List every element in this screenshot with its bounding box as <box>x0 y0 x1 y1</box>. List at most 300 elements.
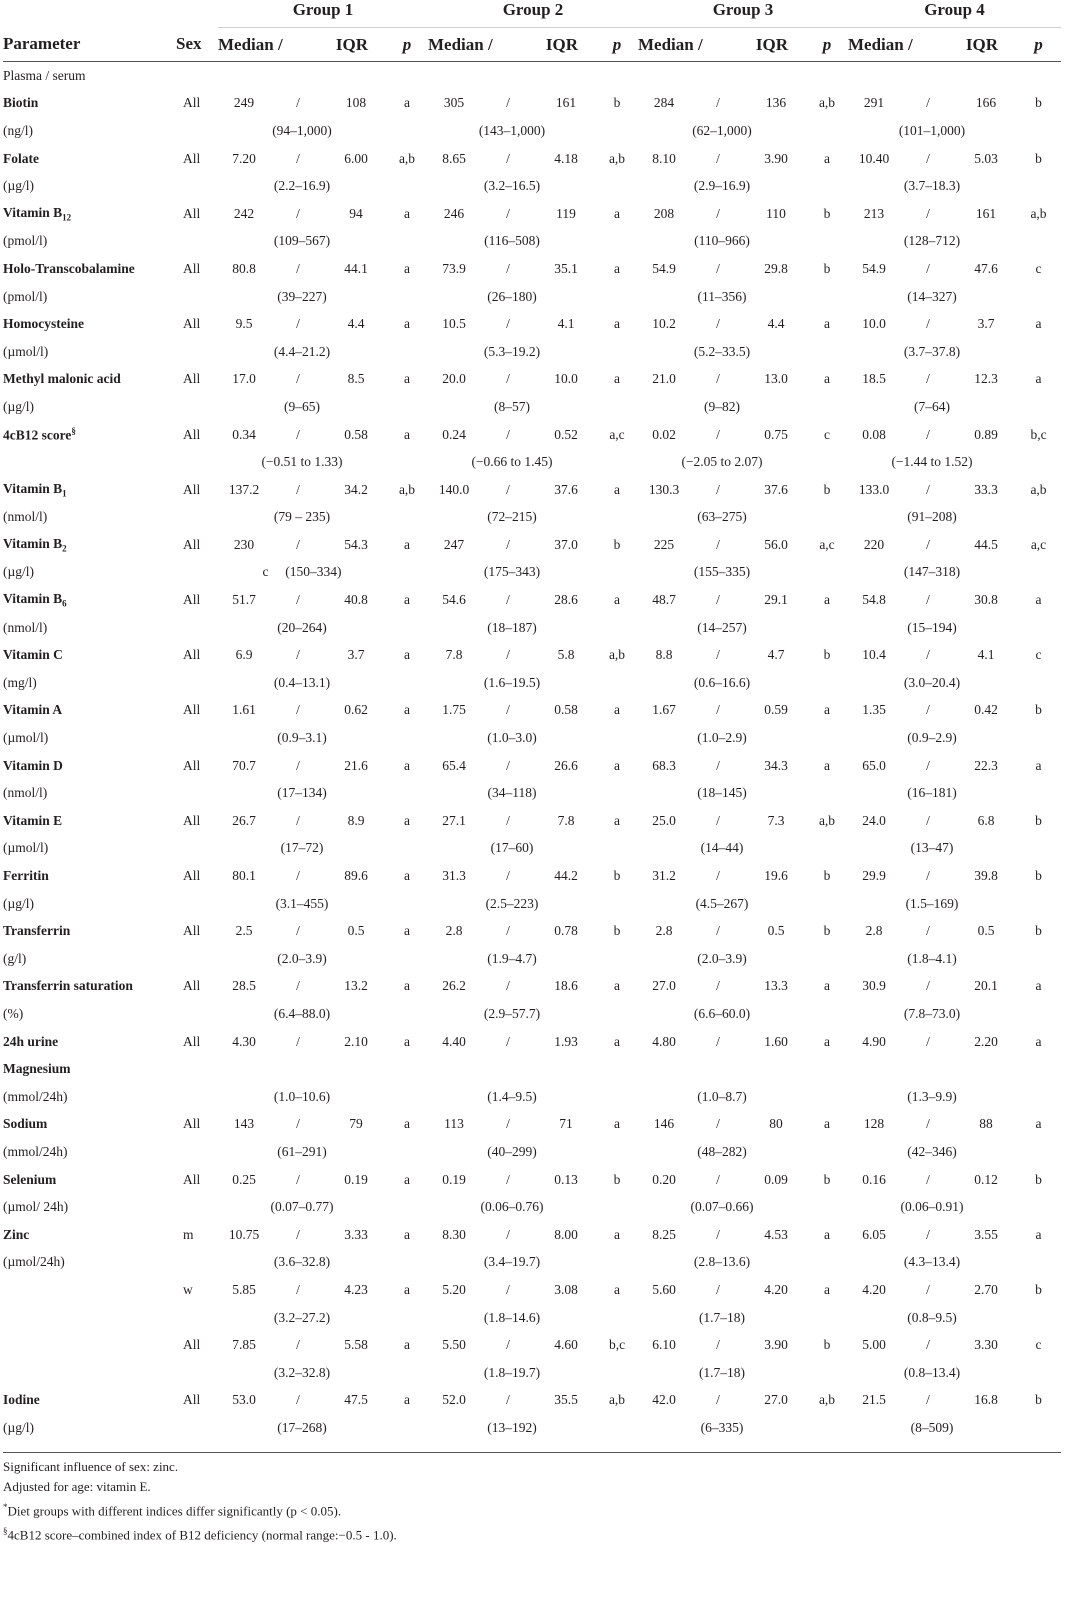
median-iqr-cell <box>428 697 596 725</box>
parameter-name <box>3 1387 176 1415</box>
parameter-name <box>3 862 176 890</box>
median-iqr-cell <box>218 586 386 614</box>
empty-cell <box>1016 228 1061 256</box>
slash-separator: / <box>506 757 510 773</box>
slash-separator: / <box>296 647 300 663</box>
empty-cell <box>806 945 848 973</box>
slash-separator: / <box>926 978 930 994</box>
median-value: 4.20 <box>862 1281 886 1297</box>
median-iqr-values <box>638 1282 806 1298</box>
median-value: 18.5 <box>862 371 886 387</box>
sex-cell: m <box>183 1226 194 1242</box>
p-value: b <box>1035 923 1042 939</box>
empty-cell <box>806 283 848 311</box>
empty-cell <box>176 228 218 256</box>
table-row <box>3 145 1061 173</box>
range-value: (14–44) <box>700 840 744 856</box>
median-value: 9.5 <box>235 316 253 332</box>
table-body <box>3 62 1061 1453</box>
table-row-range <box>3 1193 1061 1221</box>
median-iqr-cell <box>428 752 596 780</box>
median-value: 8.30 <box>442 1226 466 1242</box>
p-value: a,b <box>608 150 626 166</box>
iqr-value: 44.1 <box>344 260 368 276</box>
empty-cell <box>1016 945 1061 973</box>
sex-cell: All <box>183 371 201 387</box>
table-row <box>3 586 1061 614</box>
range-value: (0.9–3.1) <box>277 730 327 746</box>
range-value: (3.2–16.5) <box>483 178 541 194</box>
median-value: 21.5 <box>862 1392 886 1408</box>
median-iqr-values <box>218 813 386 829</box>
p-value: a,b <box>1030 481 1047 497</box>
sex-cell: All <box>183 1116 201 1132</box>
p-value: a <box>614 978 620 994</box>
median-value: 73.9 <box>442 260 466 276</box>
median-iqr-values <box>638 371 806 387</box>
median-value: 7.8 <box>445 647 463 663</box>
iqr-value: 3.08 <box>554 1281 578 1297</box>
median-iqr-cell <box>848 1387 1016 1415</box>
iqr-value: 33.3 <box>974 481 998 497</box>
sex-cell: All <box>183 481 201 497</box>
iqr-value: 0.09 <box>764 1171 788 1187</box>
table-row <box>3 1221 1061 1249</box>
parameter-label: Selenium <box>3 1171 57 1187</box>
range-value: (2.0–3.9) <box>697 950 747 966</box>
empty-cell <box>806 1000 848 1028</box>
iqr-value: 7.3 <box>767 812 785 828</box>
parameter-label: Transferrin <box>3 923 71 939</box>
slash-separator: / <box>926 1281 930 1297</box>
median-iqr-values <box>638 1337 806 1353</box>
median-iqr-cell <box>638 531 806 559</box>
median-iqr-cell <box>428 255 596 283</box>
median-iqr-cell <box>848 145 1016 173</box>
slash-separator: / <box>506 1392 510 1408</box>
sex-cell: All <box>183 812 201 828</box>
median-iqr-cell <box>638 255 806 283</box>
iqr-value: 79 <box>349 1116 363 1132</box>
slash-separator: / <box>926 592 930 608</box>
median-iqr-values <box>428 813 596 829</box>
median-iqr-values <box>428 371 596 387</box>
iqr-value: 26.6 <box>554 757 578 773</box>
median-value: 27.1 <box>442 812 466 828</box>
unit-label: (µmol/24h) <box>3 1254 65 1270</box>
median-iqr-values <box>848 1337 1016 1353</box>
table-row-range <box>3 283 1061 311</box>
median-value: 143 <box>233 1116 255 1132</box>
median-value: 24.0 <box>862 812 886 828</box>
empty-cell <box>386 1359 428 1387</box>
iqr-value: 21.6 <box>344 757 368 773</box>
median-iqr-cell <box>848 1166 1016 1194</box>
p-value: a <box>404 978 410 994</box>
range-value: (0.6–16.6) <box>693 674 751 690</box>
p-value: b,c <box>608 1337 626 1353</box>
p-value: a <box>404 316 410 332</box>
median-iqr-values <box>848 371 1016 387</box>
slash-separator: / <box>926 316 930 332</box>
median-value: 5.20 <box>442 1281 466 1297</box>
median-iqr-cell <box>428 1028 596 1056</box>
median-iqr-values <box>848 206 1016 222</box>
empty-cell <box>176 724 218 752</box>
iqr-value: 29.8 <box>764 260 788 276</box>
range-value: (17–72) <box>280 840 324 856</box>
median-iqr-cell <box>428 641 596 669</box>
slash-separator: / <box>506 1171 510 1187</box>
table-bottom-rule <box>3 1442 1061 1453</box>
median-value: 4.40 <box>442 1033 466 1049</box>
range-value: (3.7–18.3) <box>903 178 961 194</box>
median-iqr-values <box>848 1116 1016 1132</box>
median-iqr-cell <box>218 697 386 725</box>
iqr-value: 4.4 <box>767 316 785 332</box>
median-value: 28.5 <box>232 978 256 994</box>
empty-cell <box>386 228 428 256</box>
empty-cell <box>1016 448 1061 476</box>
median-iqr-header <box>638 28 806 62</box>
median-value: 291 <box>863 95 885 111</box>
iqr-value: 3.90 <box>764 1337 788 1353</box>
table-row <box>3 310 1061 338</box>
range-value: (3.0–20.4) <box>903 674 961 690</box>
parameter-name <box>3 310 176 338</box>
median-iqr-cell <box>218 90 386 118</box>
range-value: (79 – 235) <box>273 509 331 525</box>
median-value: 0.02 <box>652 426 676 442</box>
parameter-label: Ferritin <box>3 868 49 884</box>
p-value: a,b <box>818 812 836 828</box>
median-value: 54.9 <box>652 260 676 276</box>
table-row-range <box>3 945 1061 973</box>
median-iqr-values <box>848 261 1016 277</box>
median-iqr-values <box>218 868 386 884</box>
p-value: a <box>824 1033 830 1049</box>
slash-separator: / <box>716 978 720 994</box>
table-row-range <box>3 504 1061 532</box>
sex-cell: All <box>183 757 201 773</box>
range-value: (4.5–267) <box>695 895 749 911</box>
iqr-value: 119 <box>556 205 576 221</box>
range-value: (0.06–0.91) <box>900 1199 964 1215</box>
range-value: (−1.44 to 1.52) <box>891 454 973 470</box>
median-value: 247 <box>443 536 465 552</box>
unit-label: (%) <box>3 1005 24 1021</box>
table-row <box>3 917 1061 945</box>
iqr-value: 13.2 <box>344 978 368 994</box>
median-iqr-cell <box>638 90 806 118</box>
slash-separator: / <box>296 923 300 939</box>
slash-separator: / <box>926 812 930 828</box>
p-value: b <box>823 923 831 939</box>
range-value: (48–282) <box>697 1143 747 1159</box>
unit-label: (mmol/24h) <box>3 1143 68 1159</box>
range-value: (0.8–13.4) <box>903 1364 961 1380</box>
slash-separator: / <box>716 260 720 276</box>
iqr-header: IQR <box>335 34 368 54</box>
slash-separator: / <box>716 702 720 718</box>
range-value: (13–47) <box>910 840 954 856</box>
iqr-value: 28.6 <box>554 592 578 608</box>
iqr-value: 44.2 <box>554 868 578 884</box>
median-iqr-cell <box>848 531 1016 559</box>
median-iqr-cell <box>428 586 596 614</box>
parameter-name <box>3 421 176 449</box>
range-value: (1.8–19.7) <box>483 1364 541 1380</box>
p-value: a <box>614 592 620 608</box>
empty-cell <box>806 559 848 587</box>
median-value: 20.0 <box>442 371 466 387</box>
median-iqr-values <box>428 482 596 498</box>
median-iqr-values <box>218 151 386 167</box>
iqr-value: 4.53 <box>764 1226 788 1242</box>
median-value: 10.40 <box>858 150 890 166</box>
group-4-heading: Group 4 <box>848 0 1061 28</box>
parameter-label: Vitamin E <box>3 812 63 828</box>
median-iqr-cell <box>218 1221 386 1249</box>
range-value: (39–227) <box>277 288 327 304</box>
median-iqr-values <box>848 868 1016 884</box>
empty-cell <box>176 835 218 863</box>
unit-label: (nmol/l) <box>3 619 48 635</box>
iqr-value: 0.78 <box>554 923 578 939</box>
iqr-value: 3.30 <box>974 1337 998 1353</box>
p-value: a,b <box>608 1392 626 1408</box>
median-iqr-cell <box>218 476 386 504</box>
p-value: c <box>824 426 830 442</box>
median-iqr-values <box>218 1337 386 1353</box>
range-value: (9–82) <box>704 398 740 414</box>
median-iqr-cell <box>848 310 1016 338</box>
iqr-value: 37.6 <box>764 481 788 497</box>
slash-separator: / <box>506 1033 510 1049</box>
p-value: a <box>404 1171 410 1187</box>
p-value: a <box>614 1116 620 1132</box>
median-iqr-values <box>428 151 596 167</box>
empty-cell <box>176 945 218 973</box>
range-value: c (150–334) <box>262 564 342 580</box>
table-row-range <box>3 1000 1061 1028</box>
range-value: (2.8–13.6) <box>693 1254 751 1270</box>
range-value: (3.4–19.7) <box>483 1254 541 1270</box>
median-header: Median / <box>428 34 493 54</box>
range-value: (15–194) <box>907 619 957 635</box>
empty-cell <box>386 172 428 200</box>
p-value: b <box>823 647 831 663</box>
table-row-range <box>3 117 1061 145</box>
p-value: b <box>613 95 621 111</box>
group-header-row <box>3 0 1061 28</box>
slash-separator: / <box>506 426 510 442</box>
unit-label: (nmol/l) <box>3 785 48 801</box>
median-iqr-values <box>428 261 596 277</box>
median-value: 1.75 <box>442 702 466 718</box>
p-value: a <box>614 205 620 221</box>
iqr-value: 94 <box>349 205 363 221</box>
median-iqr-cell <box>218 1387 386 1415</box>
median-iqr-cell <box>848 807 1016 835</box>
iqr-value: 0.58 <box>344 426 368 442</box>
empty-cell <box>596 1304 638 1332</box>
parameter-label: Iodine <box>3 1392 40 1408</box>
range-value: (4.4–21.2) <box>273 343 331 359</box>
median-iqr-cell <box>848 90 1016 118</box>
table-row-range <box>3 228 1061 256</box>
range-value: (1.7–18) <box>698 1364 746 1380</box>
parameter-label: Vitamin A <box>3 702 63 718</box>
median-value: 65.4 <box>442 757 466 773</box>
empty-cell <box>596 1414 638 1442</box>
p-value: a,b <box>398 150 416 166</box>
empty-cell <box>596 890 638 918</box>
median-iqr-header-inner <box>218 35 386 55</box>
median-iqr-cell <box>638 1276 806 1304</box>
p-value: b <box>1035 1281 1042 1297</box>
p-value: b <box>1035 868 1042 884</box>
range-value: (2.9–57.7) <box>483 1005 541 1021</box>
iqr-value: 34.2 <box>344 481 368 497</box>
unit-label <box>3 1304 176 1332</box>
empty-cell <box>1016 1359 1061 1387</box>
slash-separator: / <box>296 757 300 773</box>
median-value: 10.2 <box>652 316 676 332</box>
median-iqr-values <box>638 427 806 443</box>
empty-cell <box>386 338 428 366</box>
median-iqr-cell <box>638 1387 806 1415</box>
median-iqr-cell <box>218 973 386 1001</box>
table-row <box>3 531 1061 559</box>
median-iqr-values <box>218 427 386 443</box>
median-iqr-values <box>638 1227 806 1243</box>
p-value: a <box>1035 1226 1042 1242</box>
empty-cell <box>386 724 428 752</box>
range-value: (0.4–13.1) <box>273 674 331 690</box>
range-value: (−0.51 to 1.33) <box>261 454 343 470</box>
iqr-value: 5.03 <box>974 150 998 166</box>
table-row-range <box>3 1249 1061 1277</box>
range-value: (1.8–14.6) <box>483 1309 541 1325</box>
range-value: (62–1,000) <box>692 122 752 138</box>
median-iqr-cell <box>848 641 1016 669</box>
p-value: b <box>823 260 831 276</box>
unit-label: (µg/l) <box>3 895 35 911</box>
median-iqr-values <box>848 813 1016 829</box>
median-value: 80.1 <box>232 868 256 884</box>
range-value: (1.0–3.0) <box>487 730 537 746</box>
range-value: (17–134) <box>277 785 327 801</box>
median-value: 6.9 <box>235 647 253 663</box>
empty-cell <box>596 117 638 145</box>
median-iqr-values <box>638 482 806 498</box>
empty-cell <box>596 1083 638 1111</box>
median-iqr-values <box>428 1116 596 1132</box>
p-value: a <box>824 1281 830 1297</box>
empty-cell <box>386 1138 428 1166</box>
parameter-superscript: § <box>71 425 76 436</box>
p-value: a <box>1035 316 1042 332</box>
p-value: a <box>614 757 620 773</box>
p-value: a <box>824 371 830 387</box>
iqr-value: 0.12 <box>974 1171 998 1187</box>
empty-cell <box>1016 1083 1061 1111</box>
slash-separator: / <box>296 1337 300 1353</box>
iqr-value: 161 <box>975 205 997 221</box>
parameter-name <box>3 1331 176 1359</box>
p-value: b <box>1035 1171 1042 1187</box>
iqr-value: 2.70 <box>974 1281 998 1297</box>
range-value: (26–180) <box>487 288 537 304</box>
iqr-value: 3.55 <box>974 1226 998 1242</box>
median-iqr-cell <box>428 200 596 228</box>
median-iqr-values <box>428 978 596 994</box>
slash-separator: / <box>926 481 930 497</box>
median-iqr-cell <box>218 145 386 173</box>
median-value: 0.19 <box>442 1171 466 1187</box>
p-header: p <box>596 28 638 62</box>
median-value: 113 <box>444 1116 464 1132</box>
p-value: a <box>404 1392 410 1408</box>
range-value: (34–118) <box>487 785 537 801</box>
p-value: a <box>1035 978 1042 994</box>
p-value: a <box>1035 592 1042 608</box>
unit-label: (nmol/l) <box>3 509 48 525</box>
median-iqr-values <box>218 647 386 663</box>
empty-cell <box>806 1359 848 1387</box>
median-iqr-cell <box>218 531 386 559</box>
sex-cell: All <box>183 868 201 884</box>
table-row <box>3 476 1061 504</box>
median-value: 0.34 <box>232 426 256 442</box>
empty-cell <box>176 614 218 642</box>
iqr-value: 4.1 <box>977 647 995 663</box>
empty-cell <box>176 1359 218 1387</box>
range-value: (17–60) <box>490 840 534 856</box>
iqr-value: 22.3 <box>974 757 998 773</box>
median-value: 128 <box>863 1116 885 1132</box>
empty-cell <box>596 1359 638 1387</box>
slash-separator: / <box>716 868 720 884</box>
iqr-value: 136 <box>765 95 787 111</box>
empty-cell <box>806 448 848 476</box>
median-iqr-cell <box>638 145 806 173</box>
iqr-value: 40.8 <box>344 592 368 608</box>
median-iqr-values <box>428 1172 596 1188</box>
median-value: 80.8 <box>232 260 256 276</box>
iqr-value: 35.1 <box>554 260 578 276</box>
p-value: a <box>824 702 830 718</box>
p-value: b <box>1035 812 1042 828</box>
iqr-value: 35.5 <box>554 1392 578 1408</box>
parameter-name <box>3 1028 176 1056</box>
parameter-name <box>3 255 176 283</box>
iqr-value: 0.19 <box>344 1171 368 1187</box>
unit-label: (mmol/24h) <box>3 1088 68 1104</box>
p-value: a <box>824 1226 830 1242</box>
note-sex: Significant influence of sex: zinc. <box>3 1458 179 1474</box>
iqr-value: 6.00 <box>344 150 368 166</box>
median-iqr-values <box>638 206 806 222</box>
median-iqr-values <box>218 261 386 277</box>
table-row-range <box>3 779 1061 807</box>
range-value: (8–509) <box>910 1419 954 1435</box>
empty-cell <box>1016 890 1061 918</box>
empty-cell <box>1016 779 1061 807</box>
median-iqr-values <box>848 1282 1016 1298</box>
slash-separator: / <box>716 1171 720 1187</box>
